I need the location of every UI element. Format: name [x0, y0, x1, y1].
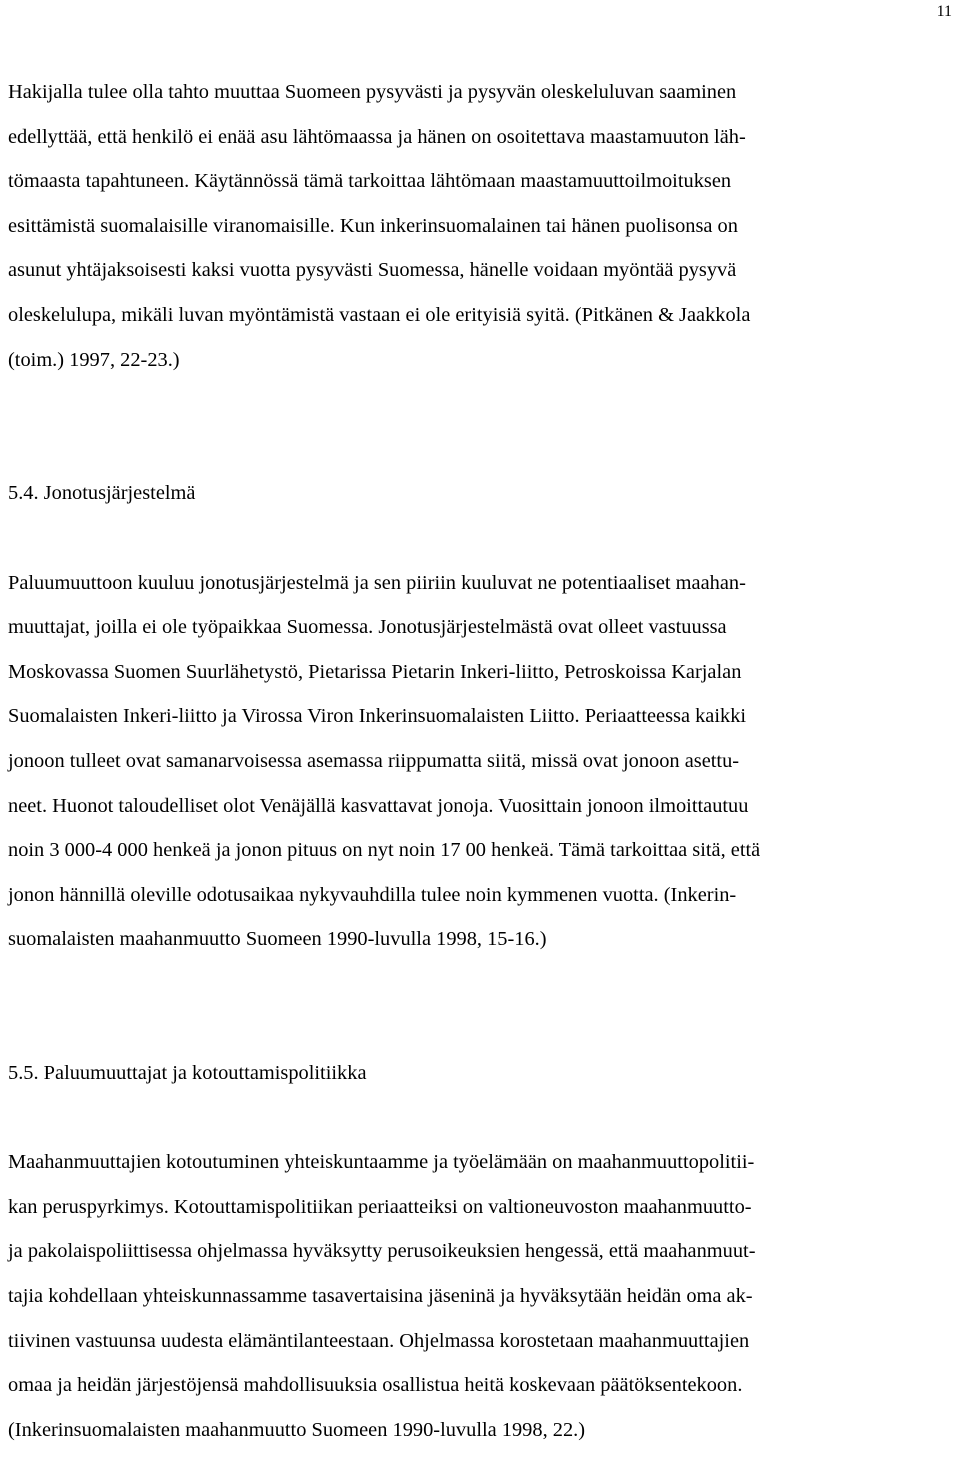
text-line: tömaasta tapahtuneen. Käytännössä tämä tarkoittaa lähtömaan maastamuuttoilmoituksen [8, 170, 732, 193]
text-line: tajia kohdellaan yhteiskunnassamme tasavertaisina jäseninä ja hyväksytään heidän oma ak- [8, 1285, 753, 1308]
text-line: Suomalaisten Inkeri-liitto ja Virossa Viron Inkerinsuomalaisten Liitto. Periaatteessa kaikki [8, 705, 747, 728]
text-line: neet. Huonot taloudelliset olot Venäjällä kasvattavat jonoja. Vuosittain jonoon ilmoittautuu [8, 794, 749, 817]
spacer [8, 382, 954, 427]
paragraph-queue-system [8, 561, 954, 962]
spacer [8, 962, 954, 1007]
section-heading-5-4: 5.4. Jonotusjärjestelmä [8, 482, 196, 505]
text-line: kan peruspyrkimys. Kotouttamispolitiikan periaatteiksi on valtioneuvoston maahanmuutto- [8, 1195, 752, 1218]
text-line: muuttajat, joilla ei ole työpaikkaa Suomessa. Jonotusjärjestelmästä ovat olleet vastuussa [8, 616, 727, 639]
text-line: omaa ja heidän järjestöjensä mahdollisuuksia osallistua heitä koskevaan päätöksentekoon. [8, 1374, 743, 1397]
page-number: 11 [936, 3, 952, 20]
text-line: suomalaisten maahanmuutto Suomeen 1990-luvulla 1998, 15-16.) [8, 928, 547, 951]
text-line: edellyttää, että henkilö ei enää asu lähtömaassa ja hänen on osoitettava maastamuuton läh- [8, 125, 746, 148]
text-line: jonon hännillä oleville odotusaikaa nykyvauhdilla tulee noin kymmenen vuotta. (Inkerin- [8, 883, 737, 906]
document-body [8, 70, 954, 1452]
paragraph-integration-policy [8, 1140, 954, 1452]
text-line: oleskelulupa, mikäli luvan myöntämistä vastaan ei ole erityisiä syitä. (Pitkänen & Jaakkola [8, 303, 751, 326]
text-line: Maahanmuuttajien kotoutuminen yhteiskuntaamme ja työelämään on maahanmuuttopolitii- [8, 1151, 755, 1174]
spacer [8, 1096, 954, 1141]
text-line: esittämistä suomalaisille viranomaisille. Kun inkerinsuomalainen tai hänen puolisonsa on [8, 214, 738, 237]
text-line: jonoon tulleet ovat samanarvoisessa asemassa riippumatta siitä, missä ovat jonoon asettu- [8, 749, 740, 772]
text-line: Moskovassa Suomen Suurlähetystö, Pietarissa Pietarin Inkeri-liitto, Petroskoissa Karjalan [8, 660, 742, 683]
text-line: ja pakolaispoliittisessa ohjelmassa hyväksytty perusoikeuksien hengessä, että maahanmuut- [8, 1240, 756, 1263]
text-line: tiivinen vastuunsa uudesta elämäntilanteestaan. Ohjelmassa korostetaan maahanmuuttajien [8, 1329, 750, 1352]
spacer [8, 1006, 954, 1051]
text-line: asunut yhtäjaksoisesti kaksi vuotta pysyvästi Suomessa, hänelle voidaan myöntää pysyvä [8, 259, 737, 282]
text-line: Paluumuuttoon kuuluu jonotusjärjestelmä ja sen piiriin kuuluvat ne potentiaaliset maahan- [8, 571, 746, 594]
text-line: (Inkerinsuomalaisten maahanmuutto Suomeen 1990-luvulla 1998, 22.) [8, 1418, 586, 1441]
spacer [8, 516, 954, 561]
text-line: Hakijalla tulee olla tahto muuttaa Suomeen pysyvästi ja pysyvän oleskeluluvan saaminen [8, 81, 737, 103]
section-heading-5-5: 5.5. Paluumuuttajat ja kotouttamispolitiikka [8, 1062, 367, 1085]
text-line: noin 3 000-4 000 henkeä ja jonon pituus on nyt noin 17 00 henkeä. Tämä tarkoittaa sitä, että [8, 839, 761, 862]
paragraph-residence-permit [8, 70, 954, 382]
text-line: (toim.) 1997, 22-23.) [8, 348, 180, 371]
spacer [8, 427, 954, 472]
